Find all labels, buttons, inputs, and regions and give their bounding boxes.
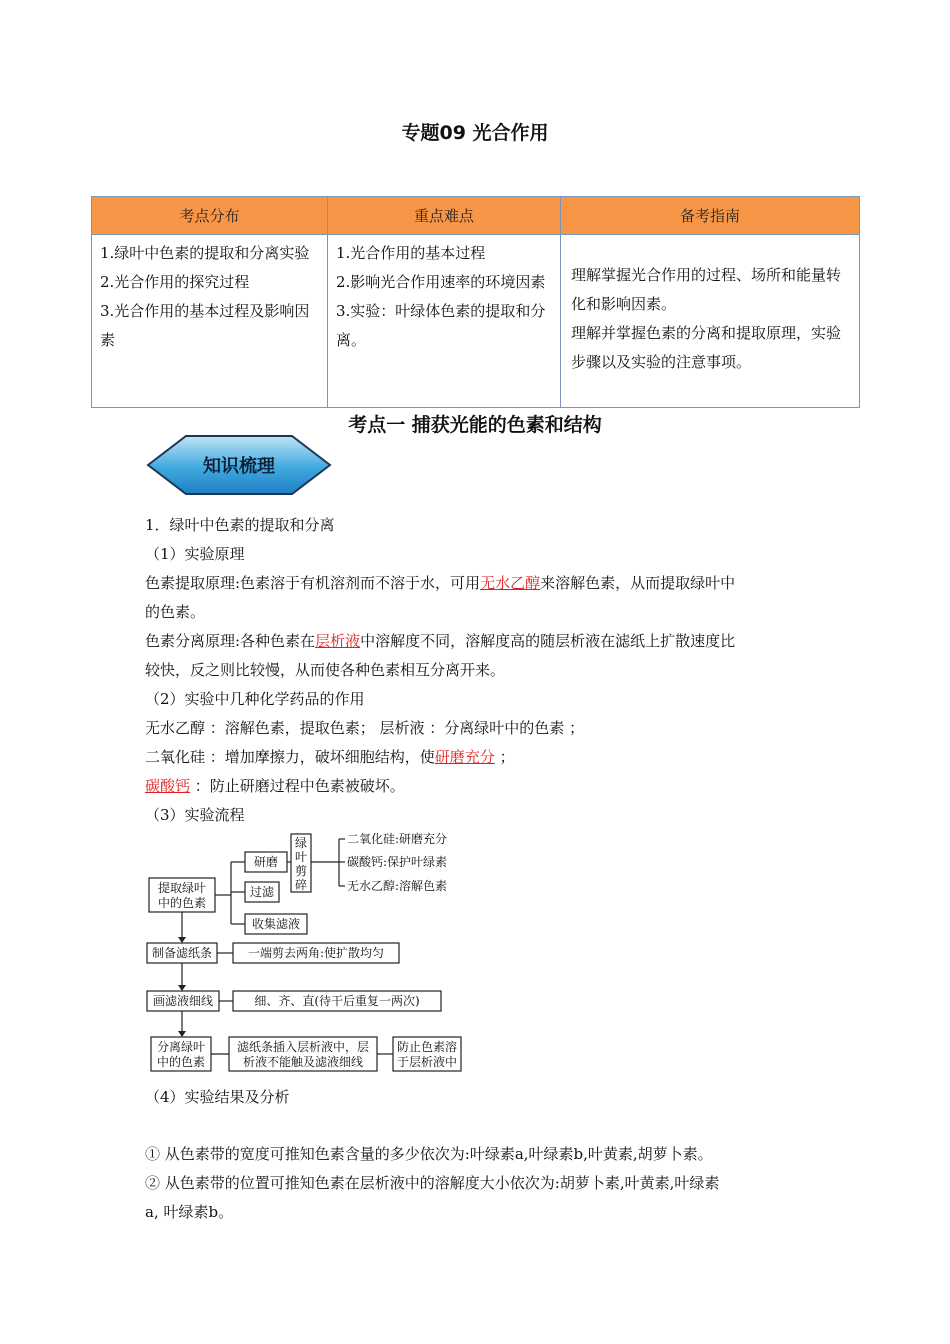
result-position: ② 从色素带的位置可推知色素在层析液中的溶解度大小依次为:胡萝卜素,叶黄素,叶绿素 [145,1174,720,1192]
paragraph-extraction-cont: 的色素。 [145,603,206,621]
highlight-ethanol: 无水乙醇 [480,574,541,592]
list-item: 3.实验：叶绿体色素的提取和分离。 [336,302,546,349]
flow-line: 画滤液细线 [152,994,214,1008]
cell-key-points [328,235,561,408]
highlight-grind: 研磨充分 [434,748,495,766]
flow-separate-note-1: 滤纸条插入层析液中，层 [236,1040,370,1054]
list-item: 理解并掌握色素的分离和提取原理，实验步骤以及实验的注意事项。 [571,324,842,371]
knowledge-badge [146,434,332,496]
list-item: 2.光合作用的探究过程 [100,273,250,291]
cell-exam-points [92,235,328,408]
table-row [92,235,860,408]
flow-leaf-3: 剪 [294,864,308,878]
flow-prevent-2: 于层析液中 [396,1055,458,1069]
paragraph-calcium: 碳酸钙 ：防止研磨过程中色素被破坏。 [145,777,405,795]
flow-line-note: 细、齐、直(待干后重复一两次) [254,994,420,1008]
paragraph-separation: 色素分离原理:各种色素在层析液中溶解度不同，溶解度高的随层析液在滤纸上扩散速度比 [145,632,736,650]
subheading-reagents: （2）实验中几种化学药品的作用 [145,690,365,708]
paragraph-ethanol: 无水乙醇 ：溶解色素，提取色素； 层析液 ：分离绿叶中的色素 ； [145,719,585,737]
flow-extract-line2: 中的色素 [157,896,207,910]
header-guide: 备考指南 [561,197,860,235]
paragraph-extraction: 色素提取原理:色素溶于有机溶剂而不溶于水，可用无水乙醇来溶解色素，从而提取绿叶中 [145,574,736,592]
flow-separate-line2: 中的色素 [156,1055,206,1069]
flow-paper: 制备滤纸条 [151,946,213,960]
flow-separate-note-2: 析液不能触及滤液细线 [242,1055,364,1069]
flow-extract-line1: 提取绿叶 [157,881,207,895]
paragraph-separation-cont: 较快，反之则比较慢，从而使各种色素相互分离开来。 [145,661,506,679]
subheading-principle: （1）实验原理 [145,545,245,563]
flow-reagent-ethanol: 无水乙醇:溶解色素 [347,879,448,893]
flow-leaf-4: 碎 [294,878,308,892]
result-width: ① 从色素带的宽度可推知色素含量的多少依次为:叶绿素a,叶绿素b,叶黄素,胡萝卜素。 [145,1145,713,1163]
list-item: 1.光合作用的基本过程 [336,244,486,262]
paragraph-silica: 二氧化硅 ：增加摩擦力，破坏细胞结构，使研磨充分 ； [145,748,515,766]
flow-grind: 研磨 [253,855,279,869]
flow-prevent-1: 防止色素溶 [396,1040,458,1054]
flow-reagent-silica: 二氧化硅:研磨充分 [347,832,448,846]
page-title: 专题09 光合作用 [401,122,549,144]
flow-leaf-2: 叶 [294,850,308,864]
subheading-results: （4）实验结果及分析 [145,1088,290,1106]
exam-guide-table [91,196,860,408]
flow-separate-line1: 分离绿叶 [156,1040,206,1054]
list-item: 3.光合作用的基本过程及影响因素 [100,302,310,349]
list-item: 理解掌握光合作用的过程、场所和能量转化和影响因素。 [571,266,842,313]
subheading-flow: （3）实验流程 [145,806,245,824]
header-exam-points: 考点分布 [92,197,328,235]
highlight-calcium-carbonate: 碳酸钙 [145,777,191,795]
result-position-cont: a, 叶绿素b。 [145,1203,234,1221]
badge-label: 知识梳理 [203,456,275,477]
cell-guide [561,235,860,408]
flow-reagent-calcium: 碳酸钙:保护叶绿素 [347,855,448,869]
flow-leaf-1: 绿 [294,836,308,850]
table-header-row [92,197,860,235]
header-key-points: 重点难点 [328,197,561,235]
flow-filter: 过滤 [249,885,275,899]
flow-collect: 收集滤液 [251,917,301,931]
heading-1: 1．绿叶中色素的提取和分离 [145,516,335,534]
experiment-flow-diagram [145,830,475,1075]
highlight-chromatography-solvent: 层析液 [315,632,361,650]
list-item: 1.绿叶中色素的提取和分离实验 [100,244,310,262]
flow-paper-note: 一端剪去两角:使扩散均匀 [247,946,385,960]
section-title: 考点一 捕获光能的色素和结构 [348,414,602,436]
list-item: 2.影响光合作用速率的环境因素 [336,273,546,291]
